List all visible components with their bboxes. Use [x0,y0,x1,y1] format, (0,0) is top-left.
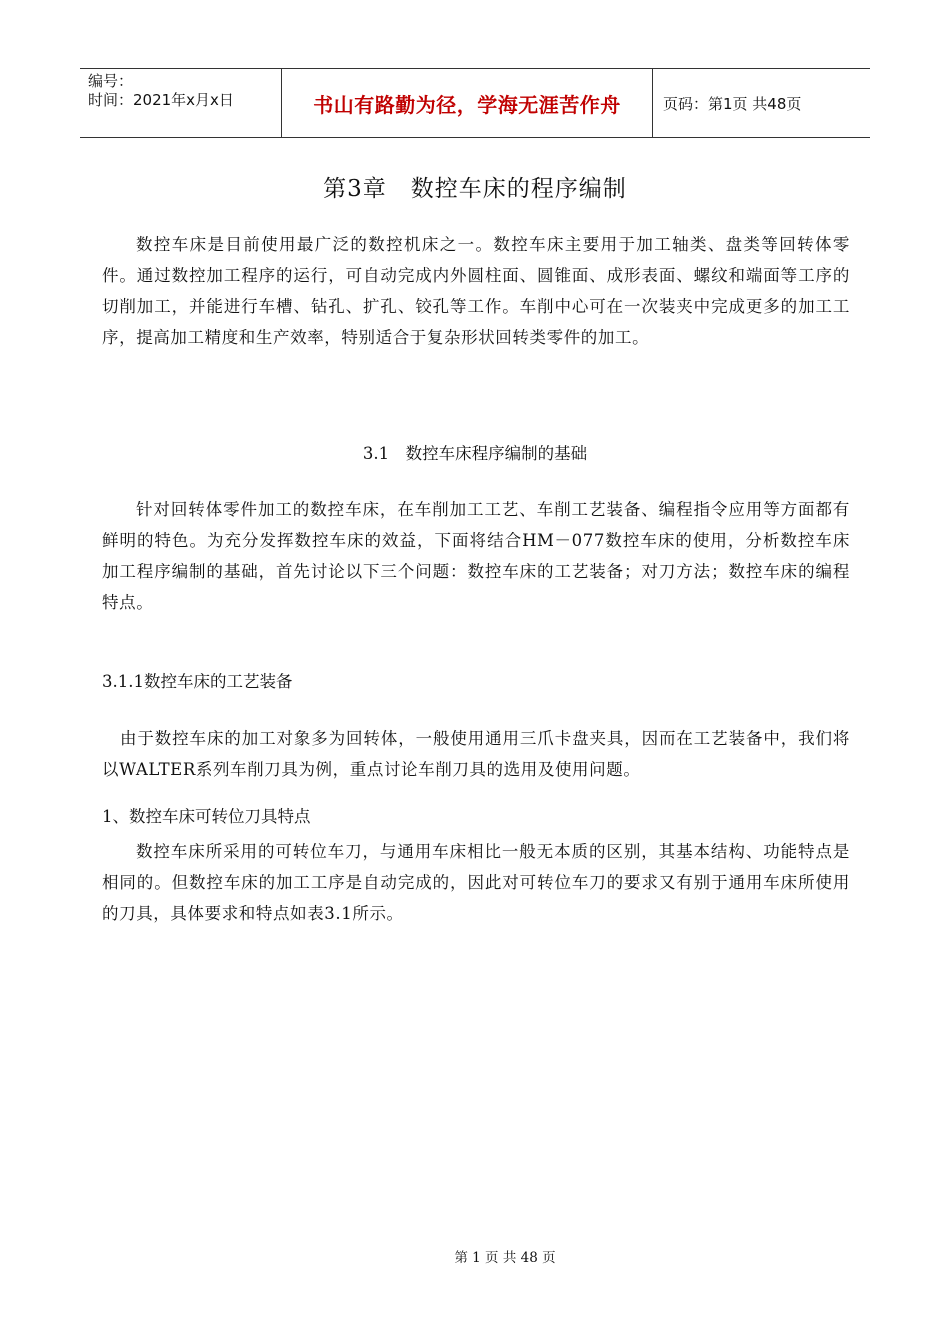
section-paragraph: 针对回转体零件加工的数控车床，在车削加工工艺、车削工艺装备、编程指令应用等方面都有鲜明的特色。为充分发挥数控车床的效益，下面将结合HM－077数控车床的使用，分析数控车床加工程序编制的基础，首先讨论以下三个问题：数控车床的工艺装备；对刀方法；数控车床的编程特点。 [102,500,850,612]
intro-paragraph: 数控车床是目前使用最广泛的数控机床之一。数控车床主要用于加工轴类、盘类等回转体零件。通过数控加工程序的运行，可自动完成内外圆柱面、圆锥面、成形表面、螺纹和端面等工序的切削加工，并能进行车槽、钻孔、扩孔、铰孔等工作。车削中心可在一次装夹中完成更多的加工工序，提高加工精度和生产效率，特别适合于复杂形状回转类零件的加工。 [102,235,850,347]
document-number-label: 编号： [88,72,134,90]
item-paragraph: 数控车床所采用的可转位车刀，与通用车床相比一般无本质的区别，其基本结构、功能特点是相同的。但数控车床的加工工序是自动完成的，因此对可转位车刀的要求又有别于通用车床所使用的刀具，具体要求和特点如表3.1所示。 [102,842,850,923]
page-header [80,68,870,138]
subsection-heading: 3.1.1数控车床的工艺装备 [102,672,293,691]
chapter-title: 第3章 数控车床的程序编制 [323,176,627,202]
header-page-info: 页码：第1页 共48页 [663,94,802,113]
section-heading: 3.1 数控车床程序编制的基础 [362,444,588,463]
item-heading: 1、数控车床可转位刀具特点 [102,807,311,826]
document-date: 时间：2021年x月x日 [88,91,234,109]
header-meta [80,69,282,137]
header-motto: 书山有路勤为径，学海无涯苦作舟 [282,69,653,137]
page-footer: 第 1 页 共 48 页 [454,1250,556,1266]
subsection-paragraph: 由于数控车床的加工对象多为回转体，一般使用通用三爪卡盘夹具，因而在工艺装备中，我们将以WALTER系列车削刀具为例，重点讨论车削刀具的选用及使用问题。 [102,729,850,779]
